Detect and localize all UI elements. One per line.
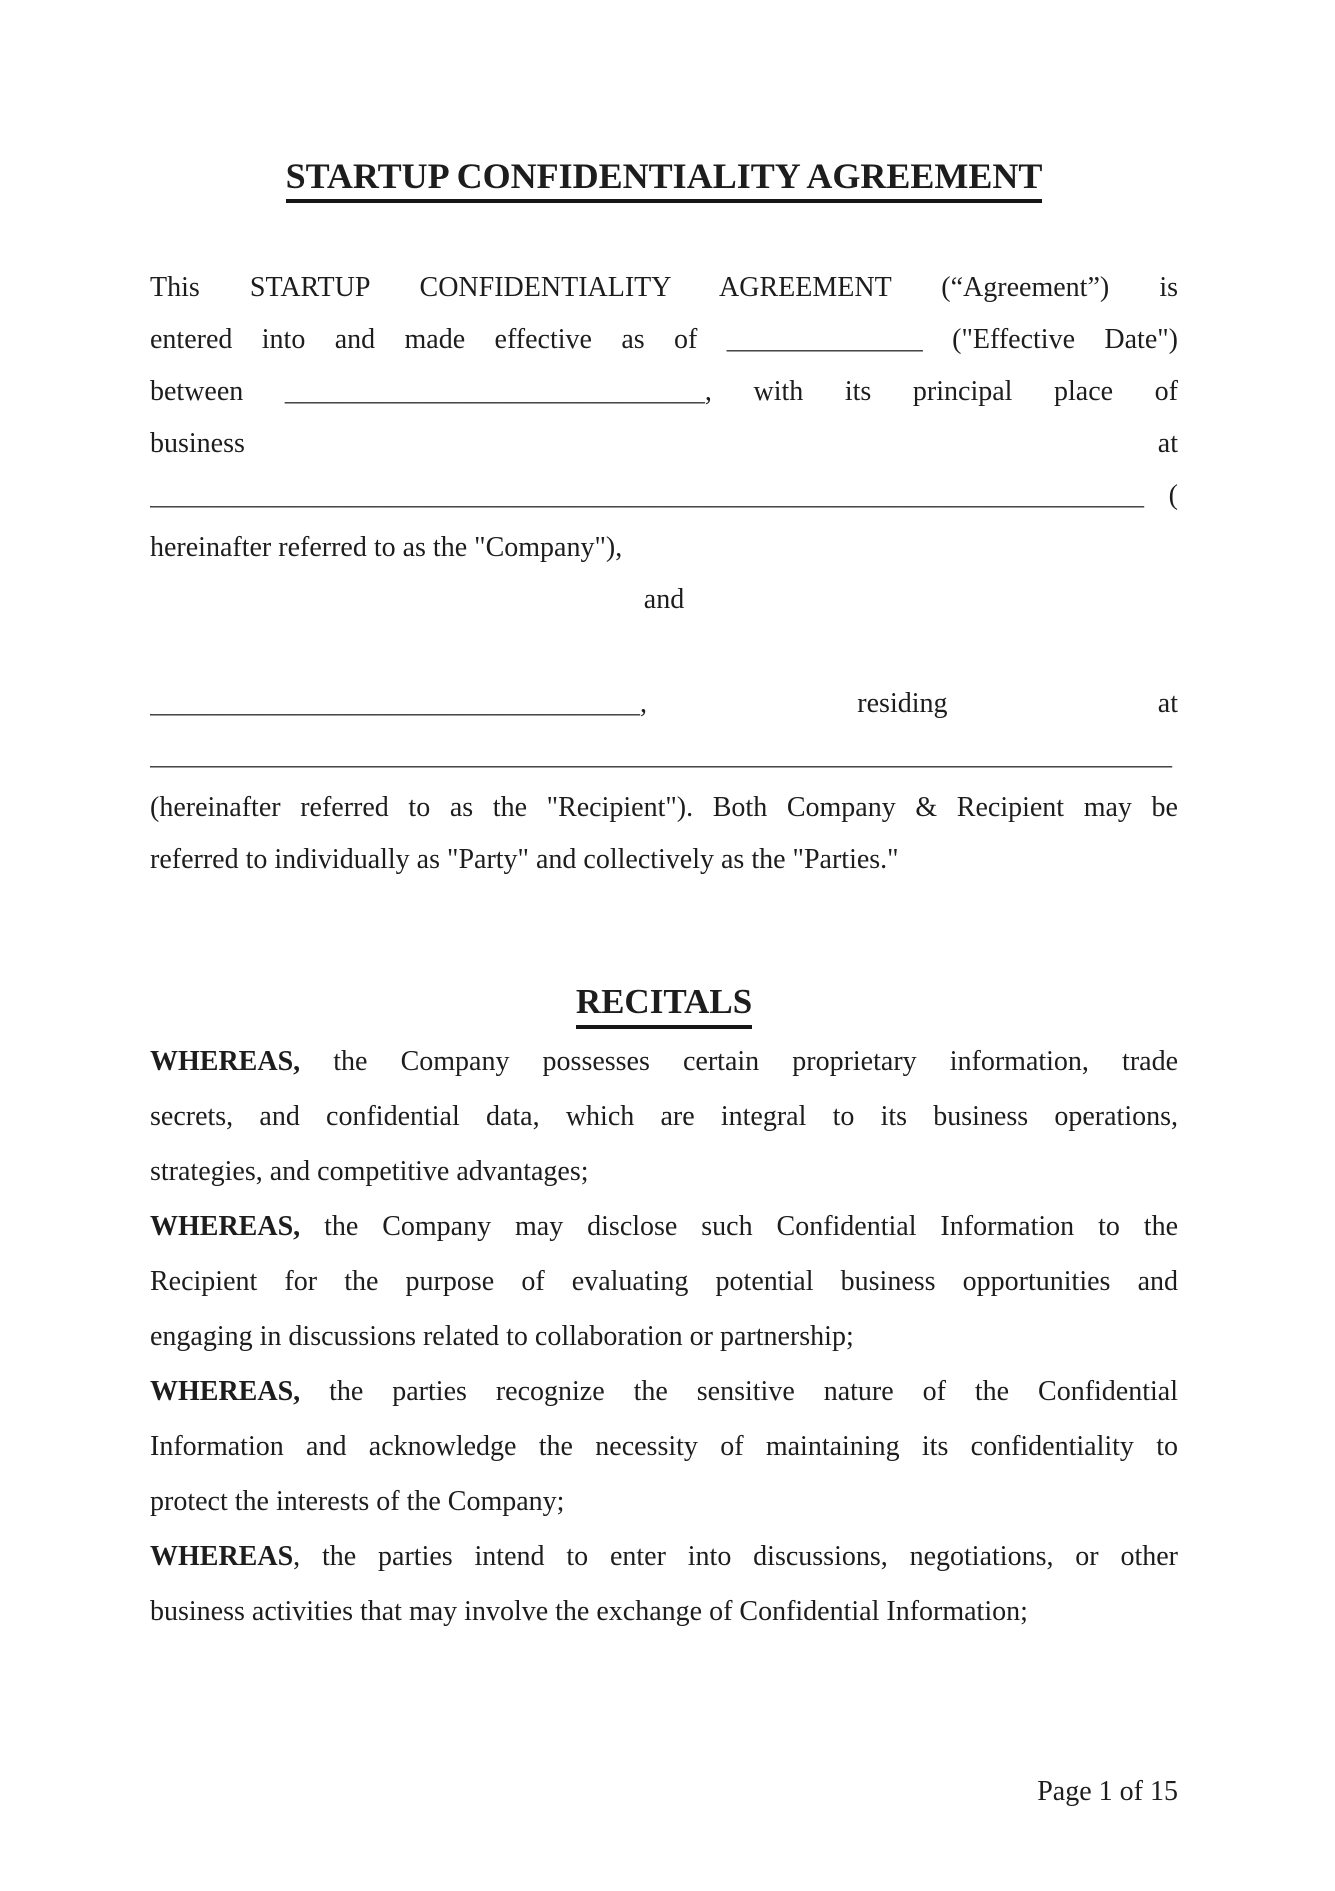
document-line: [150, 782, 1178, 834]
recitals-section: [150, 1034, 1178, 1639]
document-line: [150, 1584, 1178, 1639]
text-segment: protect the interests of the Company;: [150, 1486, 565, 1517]
page-number: Page 1 of 15: [1037, 1776, 1178, 1807]
text-segment: WHEREAS,: [150, 1211, 301, 1242]
document-line: [150, 314, 1178, 366]
text-segment: ("Effective Date"): [922, 324, 1178, 355]
document-line: [150, 1529, 1178, 1584]
document-line: [150, 1144, 1178, 1199]
fill-in-blank: ______________: [726, 324, 923, 355]
document-line: [150, 1419, 1178, 1474]
document-line: [150, 262, 1178, 314]
text-segment: the Company possesses certain proprietary information, trade: [300, 1046, 1178, 1077]
text-segment: , residing at: [640, 688, 1178, 719]
document-line: [150, 1254, 1178, 1309]
text-segment: hereinafter referred to as the "Company"),: [150, 532, 623, 563]
text-segment: secrets, and confidential data, which are integral to its business operations,: [150, 1101, 1178, 1132]
document-content: [150, 0, 1178, 1809]
recitals-heading-row: [150, 982, 1178, 1032]
document-line: [150, 574, 1178, 626]
text-segment: , with its principal place of: [704, 376, 1178, 407]
text-segment: referred to individually as "Party" and collectively as the "Parties.": [150, 844, 899, 875]
text-segment: This STARTUP CONFIDENTIALITY AGREEMENT (“Agreement”) is: [150, 272, 1178, 303]
fill-in-blank: _________________________________________________________________________: [150, 740, 1172, 771]
text-segment: engaging in discussions related to collaboration or partnership;: [150, 1321, 854, 1352]
text-segment: WHEREAS: [150, 1541, 294, 1572]
text-segment: the Company may disclose such Confidential Information to the: [300, 1211, 1178, 1242]
text-segment: entered into and made effective as of: [150, 324, 727, 355]
text-segment: (: [1144, 480, 1178, 511]
text-segment: WHEREAS,: [150, 1376, 301, 1407]
document-line: [150, 1309, 1178, 1364]
title-row: [150, 156, 1178, 206]
text-segment: Recipient for the purpose of evaluating potential business opportunities and: [150, 1266, 1178, 1297]
document-line: [150, 418, 1178, 470]
intro-section: [150, 262, 1178, 886]
text-segment: business activities that may involve the exchange of Confidential Information;: [150, 1596, 1028, 1627]
text-segment: and: [643, 584, 685, 615]
document-line: [150, 470, 1178, 522]
fill-in-blank: _______________________________________________________________________: [150, 480, 1144, 511]
recitals-heading: RECITALS: [576, 982, 752, 1029]
blank-line: [150, 626, 1178, 678]
footer-row: [150, 1775, 1178, 1809]
document-line: [150, 1089, 1178, 1144]
fill-in-blank: ___________________________________: [150, 688, 640, 719]
document-line: [150, 678, 1178, 730]
document-line: [150, 1199, 1178, 1254]
text-segment: WHEREAS,: [150, 1046, 301, 1077]
text-segment: , the parties intend to enter into discussions, negotiations, or other: [293, 1541, 1178, 1572]
document-line: [150, 366, 1178, 418]
text-segment: (hereinafter referred to as the "Recipient"). Both Company & Recipient may be: [150, 792, 1178, 823]
text-segment: business at: [150, 428, 1178, 459]
text-segment: the parties recognize the sensitive nature of the Confidential: [300, 1376, 1178, 1407]
document-line: [150, 730, 1178, 782]
text-segment: Information and acknowledge the necessity of maintaining its confidentiality to: [150, 1431, 1178, 1462]
fill-in-blank: ______________________________: [284, 376, 705, 407]
document-line: [150, 1364, 1178, 1419]
document-title: STARTUP CONFIDENTIALITY AGREEMENT: [286, 156, 1043, 203]
document-line: [150, 522, 1178, 574]
text-segment: between: [150, 376, 285, 407]
document-line: [150, 1474, 1178, 1529]
document-line: [150, 1034, 1178, 1089]
text-segment: strategies, and competitive advantages;: [150, 1156, 589, 1187]
document-line: [150, 834, 1178, 886]
